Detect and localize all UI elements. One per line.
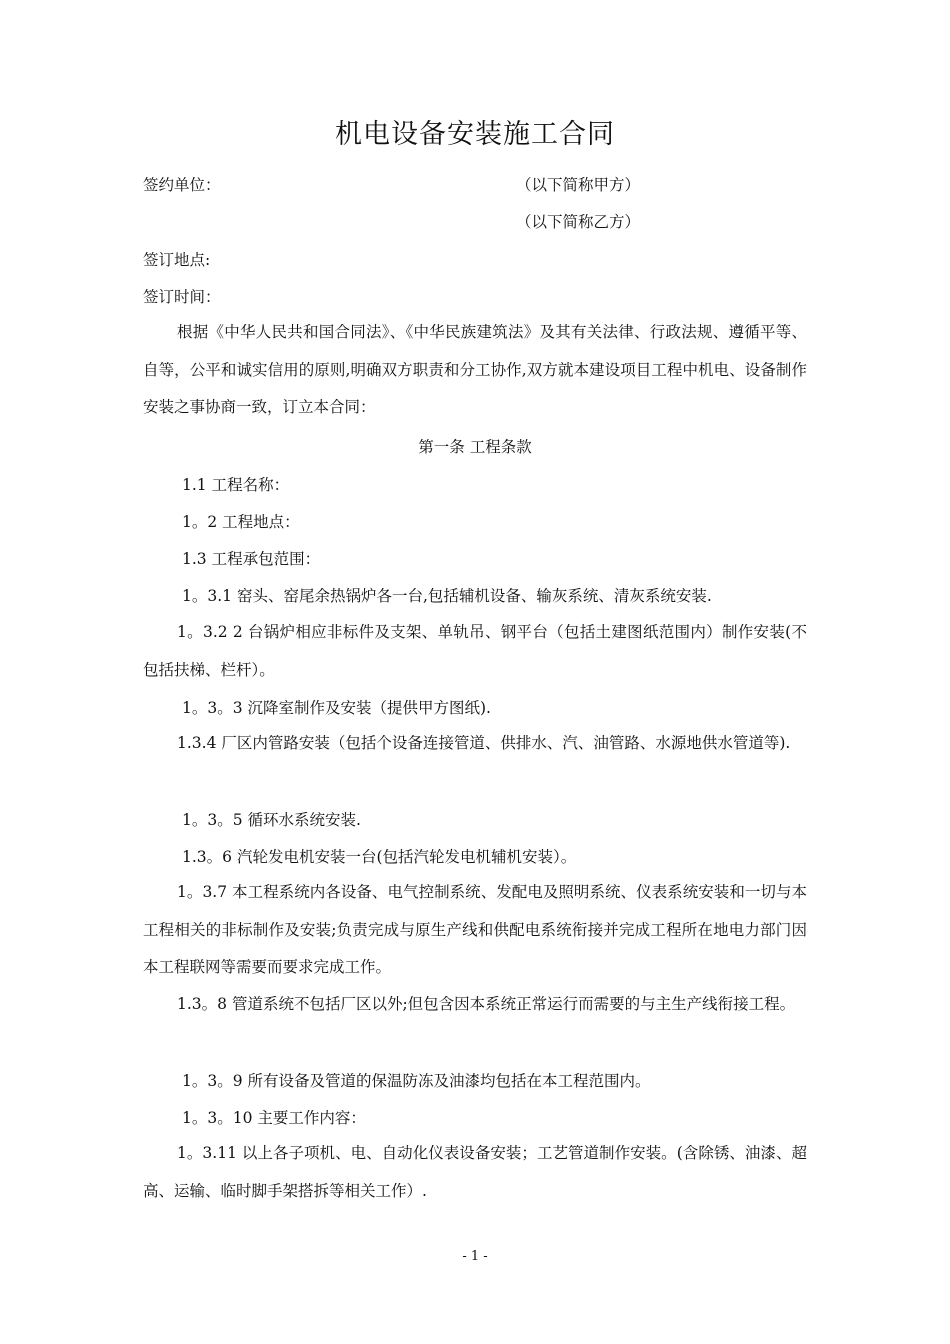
document-title: 机电设备安装施工合同 bbox=[335, 119, 615, 150]
time-label: 签订时间： bbox=[143, 288, 221, 306]
party-a-note: （以下简称甲方） bbox=[516, 176, 641, 194]
item-1-1: 1.1 工程名称： bbox=[182, 476, 290, 494]
item-1-2: 1。2 工程地点： bbox=[182, 513, 300, 531]
item-1-3-9: 1。3。9 所有设备及管道的保温防冻及油漆均包括在本工程范围内。 bbox=[182, 1072, 651, 1090]
item-1-3-5: 1。3。5 循环水系统安装. bbox=[182, 811, 361, 829]
item-1-3-8: 1.3。8 管道系统不包括厂区以外;但包含因本系统正常运行而需要的与主生产线衔接工程。 bbox=[177, 995, 796, 1013]
item-1-3-10: 1。3。10 主要工作内容： bbox=[182, 1109, 366, 1127]
place-label: 签订地点: bbox=[143, 251, 211, 269]
party-b-note: （以下简称乙方） bbox=[516, 213, 641, 231]
item-1-3-6: 1.3。6 汽轮发电机安装一台(包括汽轮发电机辅机安装）。 bbox=[182, 848, 577, 866]
item-1-3-11: 1。3.11 以上各子项机、电、自动化仪表设备安装；工艺管道制作安装。(含除锈、油漆、超高、运输、临时脚手架搭拆等相关工作）. bbox=[143, 1144, 807, 1200]
item-1-3-3: 1。3。3 沉降室制作及安装（提供甲方图纸). bbox=[182, 699, 491, 717]
party-label: 签约单位： bbox=[143, 176, 221, 194]
preamble-paragraph: 根据《中华人民共和国合同法》、《中华民族建筑法》及其有关法律、行政法规、遵循平等、自等，公平和诚实信用的原则,明确双方职责和分工协作,双方就本建设项目工程中机电、设备制作安装之事协商一致，订立本合同： bbox=[143, 323, 807, 416]
item-1-3-1: 1。3.1 窑头、窑尾余热锅炉各一台,包括辅机设备、输灰系统、清灰系统安装. bbox=[182, 587, 712, 605]
article-title: 第一条 工程条款 bbox=[418, 438, 532, 456]
item-1-3-2: 1。3.2 2 台锅炉相应非标件及支架、单轨吊、钢平台（包括土建图纸范围内）制作安装(不包括扶梯、栏杆）。 bbox=[143, 623, 807, 679]
item-1-3-4: 1.3.4 厂区内管路安装（包括个设备连接管道、供排水、汽、油管路、水源地供水管道等). bbox=[177, 734, 791, 752]
item-1-3: 1.3 工程承包范围： bbox=[182, 550, 321, 568]
item-1-3-7: 1。3.7 本工程系统内各设备、电气控制系统、发配电及照明系统、仪表系统安装和一切与本工程相关的非标制作及安装;负责完成与原生产线和供配电系统衔接并完成工程所在地电力部门因本工程联网等需要而要求完成工作。 bbox=[143, 883, 807, 976]
page-number: - 1 - bbox=[462, 1249, 488, 1264]
